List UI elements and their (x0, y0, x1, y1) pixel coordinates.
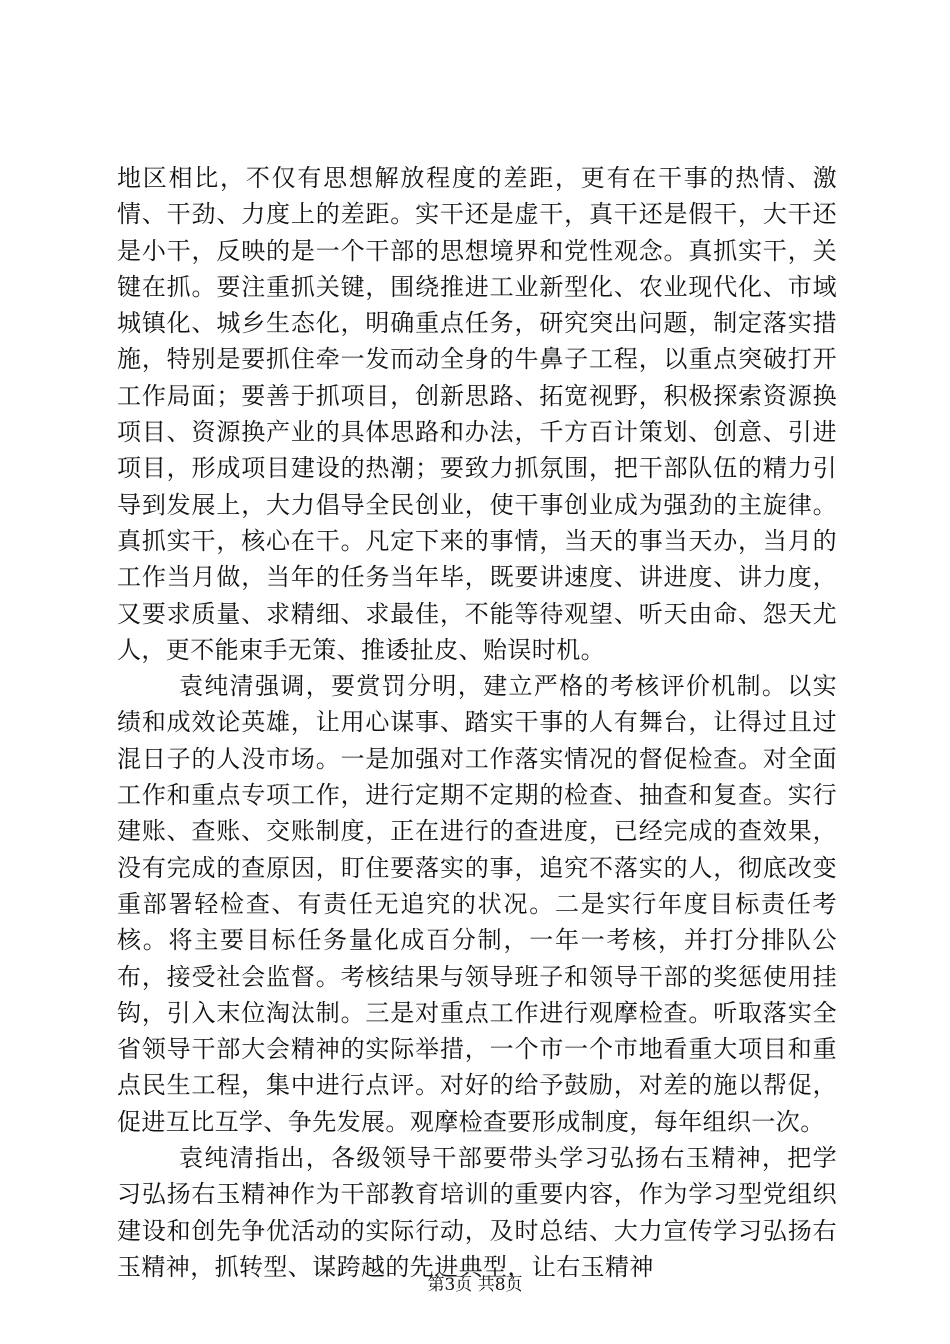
document-body (117, 160, 837, 1285)
page-number-footer: 第3页 共8页 (427, 1275, 523, 1295)
paragraph-1: 地区相比，不仅有思想解放程度的差距，更有在干事的热情、激情、干劲、力度上的差距。实干还是虚干，真干还是假干，大干还是小干，反映的是一个干部的思想境界和党性观念。真抓实干，关键在抓。要注重抓关键，围绕推进工业新型化、农业现代化、市域城镇化、城乡生态化，明确重点任务，研究突出问题，制定落实措施，特别是要抓住牵一发而动全身的牛鼻子工程，以重点突破打开工作局面；要善于抓项目，创新思路、拓宽视野，积极探索资源换项目、资源换产业的具体思路和办法，千方百计策划、创意、引进项目，形成项目建设的热潮；要致力抓氛围，把干部队伍的精力引导到发展上，大力倡导全民创业，使干事创业成为强劲的主旋律。真抓实干，核心在干。凡定下来的事情，当天的事当天办，当月的工作当月做，当年的任务当年毕，既要讲速度、讲进度、讲力度，又要求质量、求精细、求最佳，不能等待观望、听天由命、怨天尤人，更不能束手无策、推诿扯皮、贻误时机。 (117, 164, 837, 664)
paragraph-3: 袁纯清指出，各级领导干部要带头学习弘扬右玉精神，把学习弘扬右玉精神作为干部教育培训的重要内容，作为学习型党组织建设和创先争优活动的实际行动，及时总结、大力宣传学习弘扬右玉精神，抓转型、谋跨越的先进典型，让右玉精神 (117, 1144, 837, 1281)
paragraph-2: 袁纯清强调，要赏罚分明，建立严格的考核评价机制。以实绩和成效论英雄，让用心谋事、踏实干事的人有舞台，让得过且过混日子的人没市场。一是加强对工作落实情况的督促检查。对全面工作和重点专项工作，进行定期不定期的检查、抽查和复查。实行建账、查账、交账制度，正在进行的查进度，已经完成的查效果，没有完成的查原因，盯住要落实的事，追究不落实的人，彻底改变重部署轻检查、有责任无追究的状况。二是实行年度目标责任考核。将主要目标任务量化成百分制，一年一考核，并打分排队公布，接受社会监督。考核结果与领导班子和领导干部的奖惩使用挂钩，引入末位淘汰制。三是对重点工作进行观摩检查。听取落实全省领导干部大会精神的实际举措，一个市一个市地看重大项目和重点民生工程，集中进行点评。对好的给予鼓励，对差的施以帮促，促进互比互学、争先发展。观摩检查要形成制度，每年组织一次。 (117, 672, 837, 1136)
